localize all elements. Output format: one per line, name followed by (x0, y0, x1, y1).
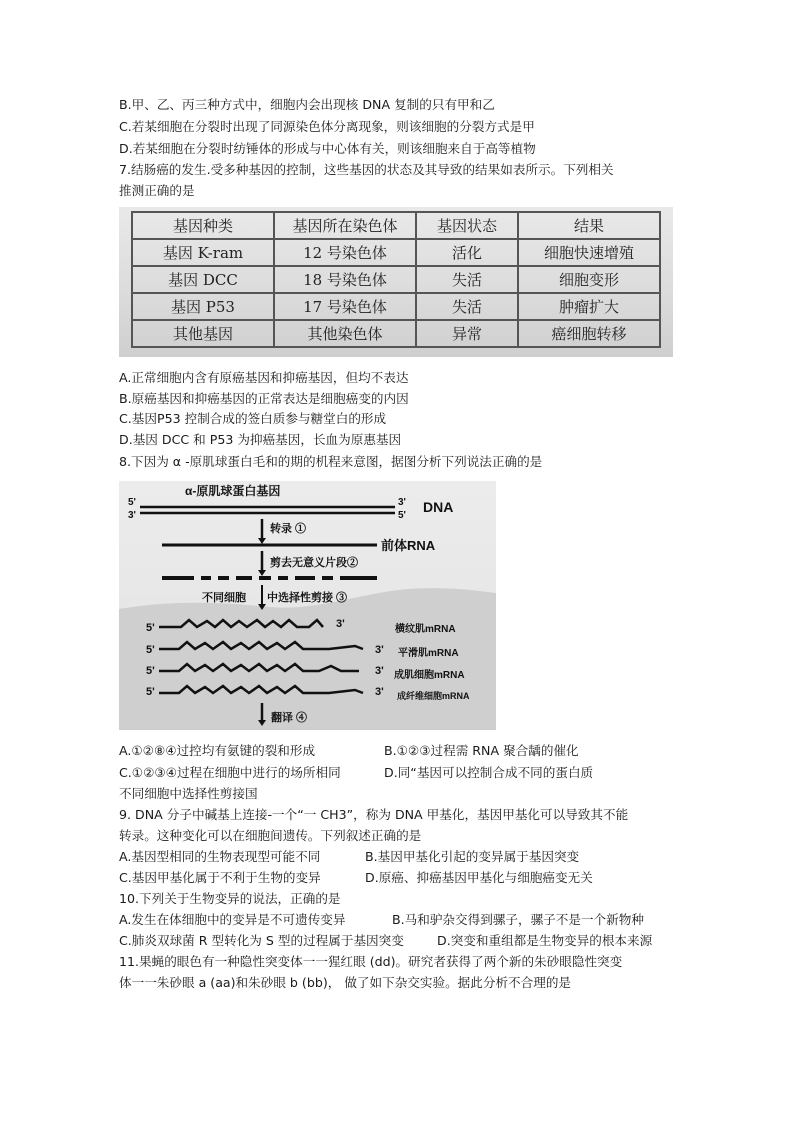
step-3-label-left: 不同细胞 (202, 592, 246, 604)
question-9-stem: 9. DNA 分子中碱基上连接-一个“一 CH3”，称为 DNA 甲基化，基因甲基化可以导致其不能 (119, 807, 629, 822)
dna-3-end-left: 3' (128, 510, 136, 521)
svg-text:成纤维细胞mRNA: 成纤维细胞mRNA (397, 691, 470, 701)
svg-text:5': 5' (146, 686, 155, 698)
option-6d: D.若某细胞在分裂时纺锤体的形成与中心体有关，则该细胞来自于高等植物 (119, 141, 536, 156)
svg-text:5': 5' (146, 665, 155, 677)
dna-5-end: 5' (128, 497, 136, 508)
table-cell: 肿瘤扩大 (518, 293, 660, 320)
svg-text:3': 3' (375, 665, 384, 677)
table-row (132, 239, 660, 266)
option-8b: B.①②③过程需 RNA 聚合龋的催化 (384, 743, 579, 758)
svg-text:3': 3' (375, 644, 384, 656)
option-9d: D.原癌、抑癌基因甲基化与细胞癌变无关 (365, 870, 593, 885)
option-7a: A.正常细胞内含有原癌基因和抑癌基因，但均不表达 (119, 370, 409, 385)
table-cell: 癌细胞转移 (518, 320, 660, 347)
table-header: 基因所在染色体 (274, 212, 416, 239)
table-cell: 细胞快速增殖 (518, 239, 660, 266)
step-2-label: 剪去无意义片段② (270, 557, 358, 569)
svg-text:5': 5' (146, 644, 155, 656)
table-row (132, 293, 660, 320)
table-cell: 细胞变形 (518, 266, 660, 293)
question-10-stem: 10.下列关于生物变异的说法，正确的是 (119, 891, 341, 906)
svg-text:3': 3' (375, 686, 384, 698)
option-9a: A.基因型相同的生物表现型可能不同 (119, 849, 321, 864)
step-1-label: 转录 ① (270, 523, 307, 535)
option-8c: C.①②③④过程在细胞中进行的场所相同 (119, 765, 341, 780)
pre-rna-label: 前体RNA (381, 538, 436, 553)
option-6c: C.若某细胞在分裂时出现了同源染色体分离现象，则该细胞的分裂方式是甲 (119, 119, 535, 134)
option-7c: C.基因P53 控制合成的签白质参与糖堂白的形成 (119, 411, 387, 426)
option-10d: D.突变和重组都是生物变异的根本来源 (437, 933, 653, 948)
table-cell: 活化 (416, 239, 518, 266)
question-8-stem: 8.下因为 α -原肌球蛋白毛和的期的机程来意图，据图分析下列说法正确的是 (119, 454, 543, 469)
dna-3-end-right: 3' (398, 497, 406, 508)
table-cell: 失活 (416, 266, 518, 293)
table-cell: 其他染色体 (274, 320, 416, 347)
question-7-stem: 7.结肠癌的发生.受多种基因的控制，这些基因的状态及其导致的结果如表所示。下列相关 (119, 162, 614, 177)
option-6b: B.甲、乙、丙三种方式中，细胞内会出现核 DNA 复制的只有甲和乙 (119, 97, 495, 112)
gene-table (131, 211, 661, 348)
table-cell: 基因 P53 (132, 293, 274, 320)
table-cell: 17 号染色体 (274, 293, 416, 320)
svg-text:成肌细胞mRNA: 成肌细胞mRNA (394, 670, 465, 681)
table-header: 结果 (518, 212, 660, 239)
option-8d-cont: 不同细胞中选择性剪接国 (119, 786, 258, 801)
gene-title: α-原肌球蛋白基因 (185, 484, 281, 498)
option-7d: D.基因 DCC 和 P53 为抑癌基因，长血为原惠基因 (119, 432, 402, 447)
table-cell: 12 号染色体 (274, 239, 416, 266)
gene-table-image (119, 207, 673, 357)
svg-text:平滑肌mRNA: 平滑肌mRNA (398, 648, 459, 659)
table-header: 基因状态 (416, 212, 518, 239)
svg-text:横纹肌mRNA: 横纹肌mRNA (395, 624, 456, 635)
option-9b: B.基因甲基化引起的变异属于基因突变 (365, 849, 580, 864)
table-row (132, 320, 660, 347)
step-3-label-right: 中选择性剪接 ③ (267, 592, 348, 604)
table-cell: 失活 (416, 293, 518, 320)
option-10c: C.肺炎双球菌 R 型转化为 S 型的过程属于基因突变 (119, 933, 404, 948)
table-cell: 18 号染色体 (274, 266, 416, 293)
table-cell: 基因 K-ram (132, 239, 274, 266)
table-header-row (132, 212, 660, 239)
svg-text:3': 3' (336, 618, 345, 630)
option-8d: D.同“基因可以控制合成不同的蛋白质 (384, 765, 594, 780)
option-8a: A.①②⑧④过控均有氨键的裂和形成 (119, 743, 316, 758)
splicing-diagram (119, 481, 496, 730)
dna-label: DNA (423, 499, 454, 515)
svg-text:5': 5' (146, 622, 155, 634)
table-cell: 基因 DCC (132, 266, 274, 293)
option-7b: B.原癌基因和抑癌基因的正常表达是细胞癌变的内因 (119, 391, 409, 406)
table-row (132, 266, 660, 293)
option-9c: C.基因甲基化属于不利于生物的变异 (119, 870, 321, 885)
option-10a: A.发生在体细胞中的变异是不可遗传变异 (119, 912, 346, 927)
table-cell: 异常 (416, 320, 518, 347)
table-cell: 其他基因 (132, 320, 274, 347)
step-4-label: 翻译 ④ (271, 712, 308, 724)
dna-5-end-right: 5' (398, 510, 406, 521)
question-11-stem: 11.果蝇的眼色有一种隐性突变体一一猩红眼 (dd)。研究者获得了两个新的朱砂眼隐性突变 (119, 954, 623, 969)
question-11-stem-cont: 体一一朱砂眼 a (aa)和朱砂眼 b (bb)， 做了如下杂交实验。据此分析不合理的是 (119, 975, 572, 990)
option-10b: B.马和驴杂交得到骡子，骡子不是一个新物种 (392, 912, 644, 927)
question-7-stem-cont: 推测正确的是 (119, 183, 195, 198)
question-9-stem-cont: 转录。这种变化可以在细胞间遗传。下列叙述正确的是 (119, 828, 422, 843)
table-header: 基因种类 (132, 212, 274, 239)
